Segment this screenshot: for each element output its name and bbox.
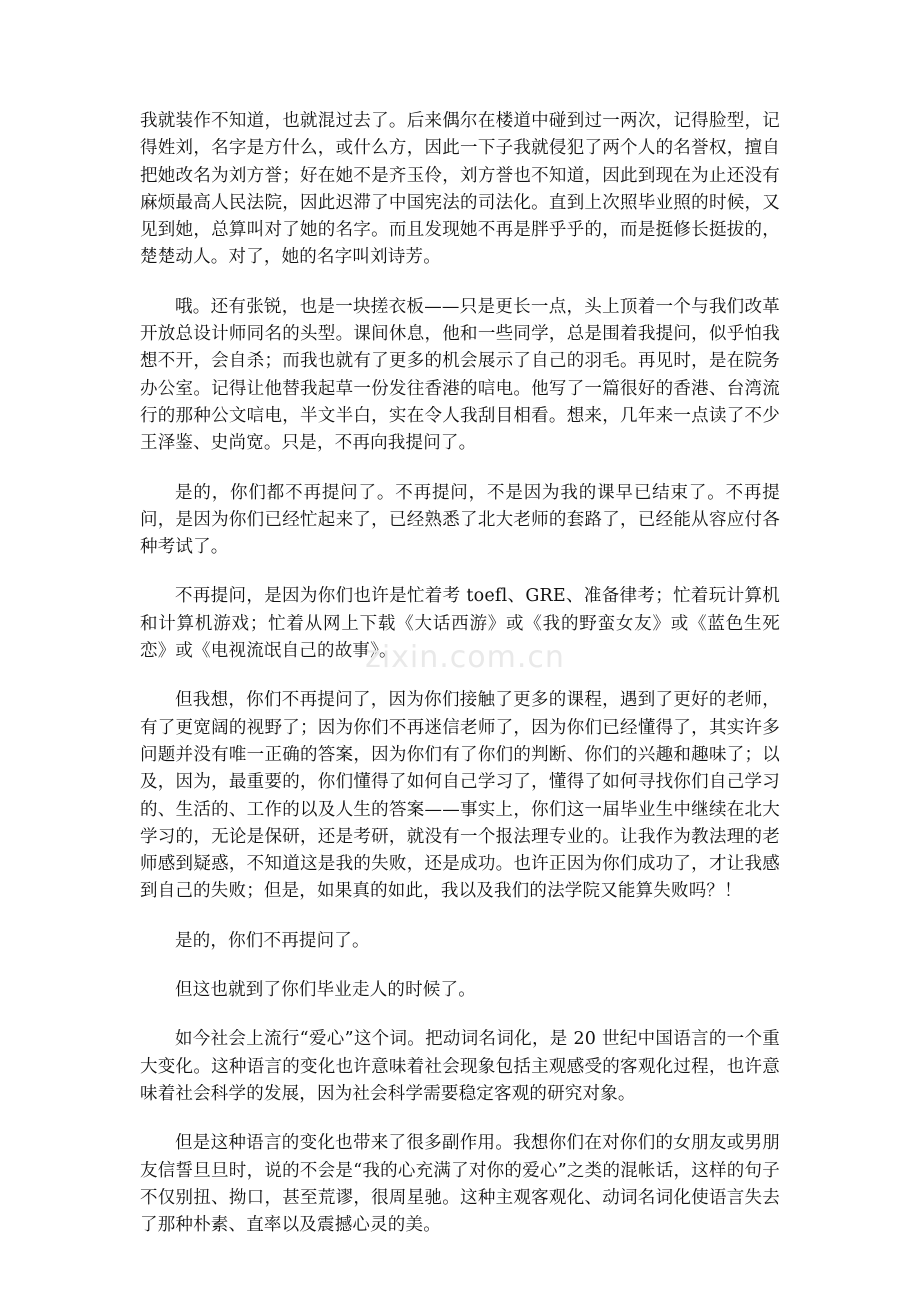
- paragraph-3: 是的，你们都不再提问了。不再提问，不是因为我的课早已结束了。不再提问，是因为你们已经忙起来了，已经熟悉了北大老师的套路了，已经能从容应付各种考试了。: [140, 482, 780, 558]
- article-body: [140, 108, 780, 1261]
- watermark: zixin.com.cn: [365, 640, 565, 675]
- paragraph-8: 如今社会上流行“爱心”这个词。把动词名词化，是 20 世纪中国语言的一个重大变化。这种语言的变化也许意味着社会现象包括主观感受的客观化过程，也许意味着社会科学的发展，因为社会科学需要稳定客观的研究对象。: [140, 1029, 780, 1104]
- paragraph-2: 哦。还有张锐，也是一块搓衣板——只是更长一点，头上顶着一个与我们改革开放总设计师同名的头型。课间休息，他和一些同学，总是围着我提问，似乎怕我想不开，会自杀；而我也就有了更多的机会展示了自己的羽毛。再见时，是在院务办公室。记得让他替我起草一份发往香港的唁电。他写了一篇很好的香港、台湾流行的那种公文唁电，半文半白，实在令人我刮目相看。想来，几年来一点读了不少王泽鉴、史尚宽。只是，不再向我提问了。: [140, 296, 780, 454]
- paragraph-9: 但是这种语言的变化也带来了很多副作用。我想你们在对你们的女朋友或男朋友信誓旦旦时，说的不会是“我的心充满了对你的爱心”之类的混帐话，这样的句子不仅别扭、拗口，甚至荒谬，很周星驰。这种主观客观化、动词名词化使语言失去了那种朴素、直率以及震撼心灵的美。: [140, 1133, 780, 1236]
- paragraph-5: 但我想，你们不再提问了，因为你们接触了更多的课程，遇到了更好的老师，有了更宽阔的视野了；因为你们不再迷信老师了，因为你们已经懂得了，其实许多问题并没有唯一正确的答案，因为你们有了你们的判断、你们的兴趣和趣味了；以及，因为，最重要的，你们懂得了如何自己学习了，懂得了如何寻找你们自己学习的、生活的、工作的以及人生的答案——事实上，你们这一届毕业生中继续在北大学习的，无论是保研，还是考研，就没有一个报法理专业的。让我作为教法理的老师感到疑惑，不知道这是我的失败，还是成功。也许正因为你们成功了，才让我感到自己的失败；但是，如果真的如此，我以及我们的法学院又能算失败吗？！: [140, 690, 780, 902]
- paragraph-4: 不再提问，是因为你们也许是忙着考 toefl、GRE、准备律考；忙着玩计算机和计算机游戏；忙着从网上下载《大话西游》或《我的野蛮女友》或《蓝色生死恋》或《电视流氓自己的故事》。: [140, 586, 780, 662]
- paragraph-6: 是的，你们不再提问了。: [175, 930, 370, 951]
- paragraph-7: 但这也就到了你们毕业走人的时候了。: [175, 980, 476, 1001]
- paragraph-1: 我就装作不知道，也就混过去了。后来偶尔在楼道中碰到过一两次，记得脸型，记得姓刘，名字是方什么，或什么方，因此一下子我就侵犯了两个人的名誉权，擅自把她改名为刘方誉；好在她不是齐玉伶，刘方誉也不知道，因此到现在为止还没有麻烦最高人民法院，因此迟滞了中国宪法的司法化。直到上次照毕业照的时候，又见到她，总算叫对了她的名字。而且发现她不再是胖乎乎的，而是挺修长挺拔的，楚楚动人。对了，她的名字叫刘诗芳。: [140, 111, 780, 268]
